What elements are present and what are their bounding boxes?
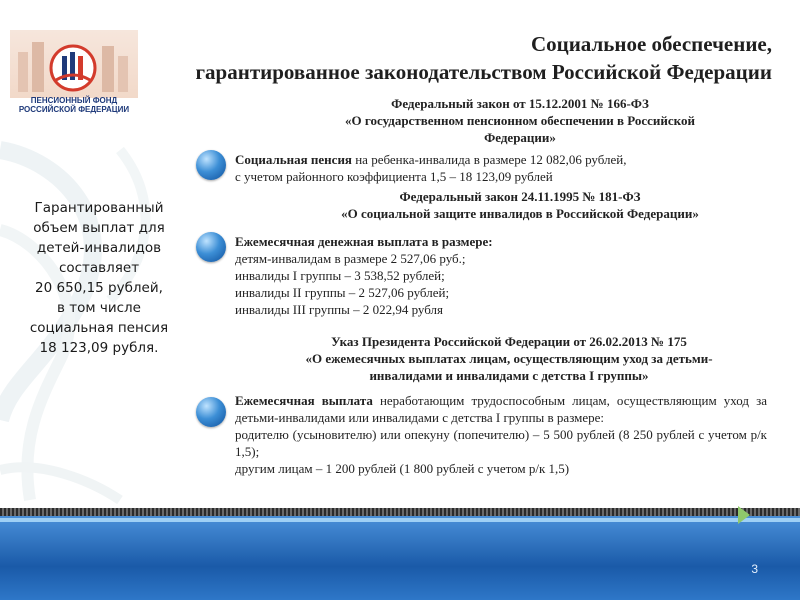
- paragraph-line: [235, 151, 755, 168]
- social-pension-text: [235, 151, 755, 185]
- law-heading-line: Указ Президента Российской Федерации от 26.02.2013 № 175: [331, 334, 687, 349]
- law-heading-line: Федерации»: [484, 130, 556, 145]
- paragraph-line: другим лицам – 1 200 рублей (1 800 рублей с учетом р/к 1,5): [235, 461, 570, 476]
- law-heading-line: «О государственном пенсионном обеспечении в Российской: [345, 113, 695, 128]
- bold-lead: Социальная пенсия: [235, 152, 352, 167]
- paragraph-line: инвалиды III группы – 2 022,94 рубля: [235, 302, 444, 317]
- law-heading-181-fz: [290, 188, 750, 222]
- note-line: в том числе: [57, 300, 141, 316]
- text-run: на ребенка-инвалида в размере 12 082,06 рублей,: [351, 152, 627, 167]
- law-heading-line: Федеральный закон от 15.12.2001 № 166-ФЗ: [391, 96, 649, 111]
- chevron-right-icon: [738, 506, 750, 524]
- paragraph-line: детям-инвалидам в размере 2 527,06 руб.;: [235, 251, 466, 266]
- pension-fund-logo: [10, 30, 138, 116]
- paragraph-line: с учетом районного коэффициента 1,5 – 18 123,09 рублей: [235, 169, 553, 184]
- bullet-circle-icon: [196, 397, 226, 427]
- slide-title: [132, 30, 772, 86]
- bold-lead: Ежемесячная выплата: [235, 393, 373, 408]
- bullet-circle-icon: [196, 232, 226, 262]
- logo-caption: [10, 96, 138, 114]
- footer-highlight-line: [0, 518, 800, 522]
- law-heading-line: «О социальной защите инвалидов в Российской Федерации»: [341, 206, 699, 221]
- note-line: социальная пенсия: [29, 320, 169, 336]
- note-line: Гарантированный: [34, 200, 164, 216]
- text-run: неработающим трудоспособным лицам, осуществляющим уход за детьми-инвалидами или инвалидами с детства I группы в размере:: [235, 393, 767, 425]
- slide-title-line: гарантированное законодательством Российской Федерации: [195, 60, 772, 84]
- law-heading-decree-175: [248, 333, 770, 384]
- paragraph-line: инвалиды II группы – 2 527,06 рублей;: [235, 285, 450, 300]
- logo-caption-line: ПЕНСИОННЫЙ ФОНД: [30, 96, 118, 105]
- note-line: объем выплат для: [33, 220, 165, 236]
- law-heading-line: Федеральный закон 24.11.1995 № 181-ФЗ: [399, 189, 641, 204]
- monthly-cash-payment-text: [235, 233, 755, 318]
- slide-title-line: Социальное обеспечение,: [530, 32, 772, 56]
- logo-caption-line: РОССИЙСКОЙ ФЕДЕРАЦИИ: [18, 105, 130, 114]
- note-line: детей-инвалидов: [36, 240, 162, 256]
- paragraph-line: инвалиды I группы – 3 538,52 рублей;: [235, 268, 445, 283]
- note-line: составляет: [58, 260, 140, 276]
- law-heading-166-fz: [280, 95, 760, 146]
- paragraph-line: [235, 233, 755, 250]
- law-heading-line: «О ежемесячных выплатах лицам, осуществляющим уход за детьми-: [305, 351, 713, 366]
- paragraph-line: родителю (усыновителю) или опекуну (попечителю) – 5 500 рублей (8 250 рублей с учетом р/к 1,5);: [235, 427, 767, 459]
- guaranteed-payments-note: [18, 198, 180, 358]
- page-number: 3: [751, 562, 758, 576]
- logo-emblem: [10, 30, 138, 98]
- footer-band: [0, 516, 800, 600]
- paragraph-line: [235, 392, 767, 426]
- note-line: 18 123,09 рубля.: [39, 340, 159, 356]
- bold-lead: Ежемесячная денежная выплата в размере:: [235, 234, 493, 249]
- monthly-care-payment-text: [235, 392, 767, 477]
- note-line: 20 650,15 рублей,: [35, 280, 163, 296]
- law-heading-line: инвалидами и инвалидами с детства I группы»: [369, 368, 649, 383]
- bullet-circle-icon: [196, 150, 226, 180]
